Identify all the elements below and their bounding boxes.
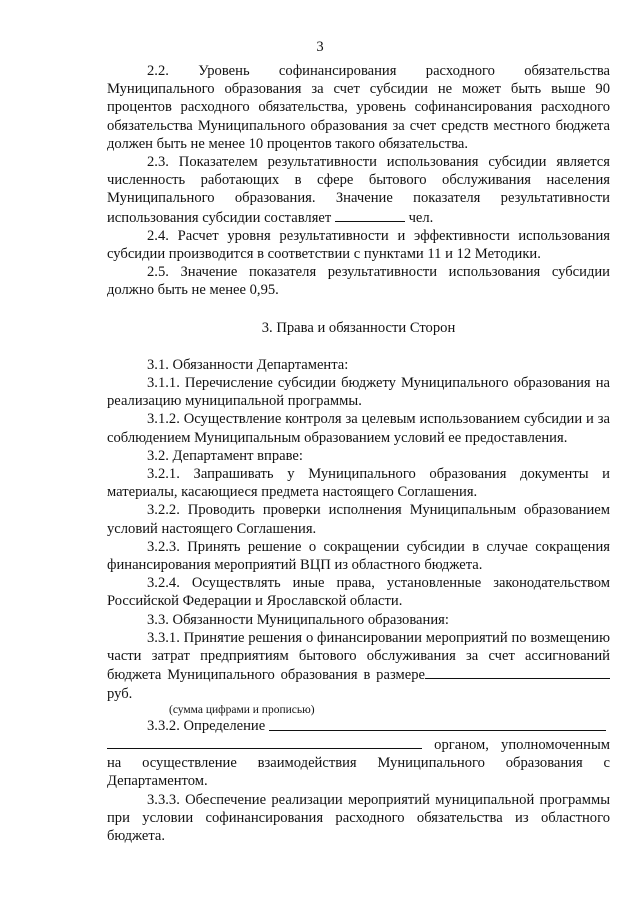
paragraph-3-3-1-unit: руб. bbox=[107, 685, 133, 702]
paragraph-2-5: 2.5. Значение показателя результативности использования субсидии должно быть не менее 0,95. bbox=[107, 264, 610, 299]
paragraph-3-3-2-text: 3.3.2. Определение bbox=[147, 717, 266, 734]
paragraph-3-3-2 bbox=[107, 717, 610, 791]
paragraph-3-3-2-rest: органом, уполномоченным на осуществление взаимодействия Муниципального образования с Департаментом. bbox=[107, 736, 610, 790]
paragraph-3-2-3: 3.2.3. Принять решение о сокращении субсидии в случае сокращения финансирования мероприятий ВЦП из областного бюджета. bbox=[107, 538, 610, 574]
paragraph-2-3 bbox=[107, 153, 610, 227]
paragraph-2-3-text: 2.3. Показателем результативности использования субсидии является численность работающих в сфере бытового обслуживания населения Муниципального образования. Значение показателя результативности использования субсидии составляет bbox=[107, 154, 610, 226]
paragraph-2-2: 2.2. Уровень софинансирования расходного обязательства Муниципального образования за счет субсидии не может быть выше 90 процентов расходного обязательства, уровень софинансирования расходного обязательства Муниципального образования за счет средств местного бюджета должен быть не менее 10 процентов такого обязательства. bbox=[107, 63, 610, 152]
blank-line-authority bbox=[269, 717, 606, 731]
paragraph-3-3-1-text: 3.3.1. Принятие решения о финансировании мероприятий по возмещению части затрат предприятиям бытового обслуживания за счет ассигнований бюджета Муниципального образования в размере bbox=[107, 629, 610, 684]
paragraph-3-2-4: 3.2.4. Осуществлять иные права, установленные законодательством Российской Федерации и Ярославской области. bbox=[107, 575, 610, 610]
page-number: 3 bbox=[316, 39, 324, 55]
paragraph-3-3: 3.3. Обязанности Муниципального образования: bbox=[147, 611, 449, 628]
blank-line-authority-cont bbox=[107, 735, 422, 749]
paragraph-3-2-1: 3.2.1. Запрашивать у Муниципального образования документы и материалы, касающиеся предмета настоящего Соглашения. bbox=[107, 466, 610, 501]
paragraph-3-2-2: 3.2.2. Проводить проверки исполнения Муниципальным образованием условий настоящего Соглашения. bbox=[107, 502, 610, 537]
paragraph-3-1: 3.1. Обязанности Департамента: bbox=[147, 356, 349, 373]
paragraph-3-3-3: 3.3.3. Обеспечение реализации мероприятий муниципальной программы при условии софинансирования расходного обязательства из областного бюджета. bbox=[107, 791, 610, 844]
paragraph-3-1-2: 3.1.2. Осуществление контроля за целевым использованием субсидии и за соблюдением Муниципальным образованием условий ее предоставления. bbox=[107, 411, 610, 446]
blank-line-sum bbox=[425, 665, 610, 679]
paragraph-2-4: 2.4. Расчет уровня результативности и эффективности использования субсидии производится в соответствии с пунктами 11 и 12 Методики. bbox=[107, 227, 610, 263]
paragraph-2-3-unit: чел. bbox=[408, 209, 434, 226]
section-3-heading: 3. Права и обязанности Сторон bbox=[261, 319, 456, 336]
blank-line-indicator-value bbox=[335, 208, 405, 222]
paragraph-3-3-1 bbox=[107, 629, 610, 703]
document-body bbox=[107, 62, 610, 845]
paragraph-3-1-1: 3.1.1. Перечисление субсидии бюджету Муниципального образования на реализацию муниципальной программы. bbox=[107, 375, 610, 410]
paragraph-3-2: 3.2. Департамент вправе: bbox=[147, 447, 303, 464]
paragraph-3-3-2-first-line bbox=[107, 717, 610, 735]
sum-caption: (сумма цифрами и прописью) bbox=[169, 703, 315, 716]
